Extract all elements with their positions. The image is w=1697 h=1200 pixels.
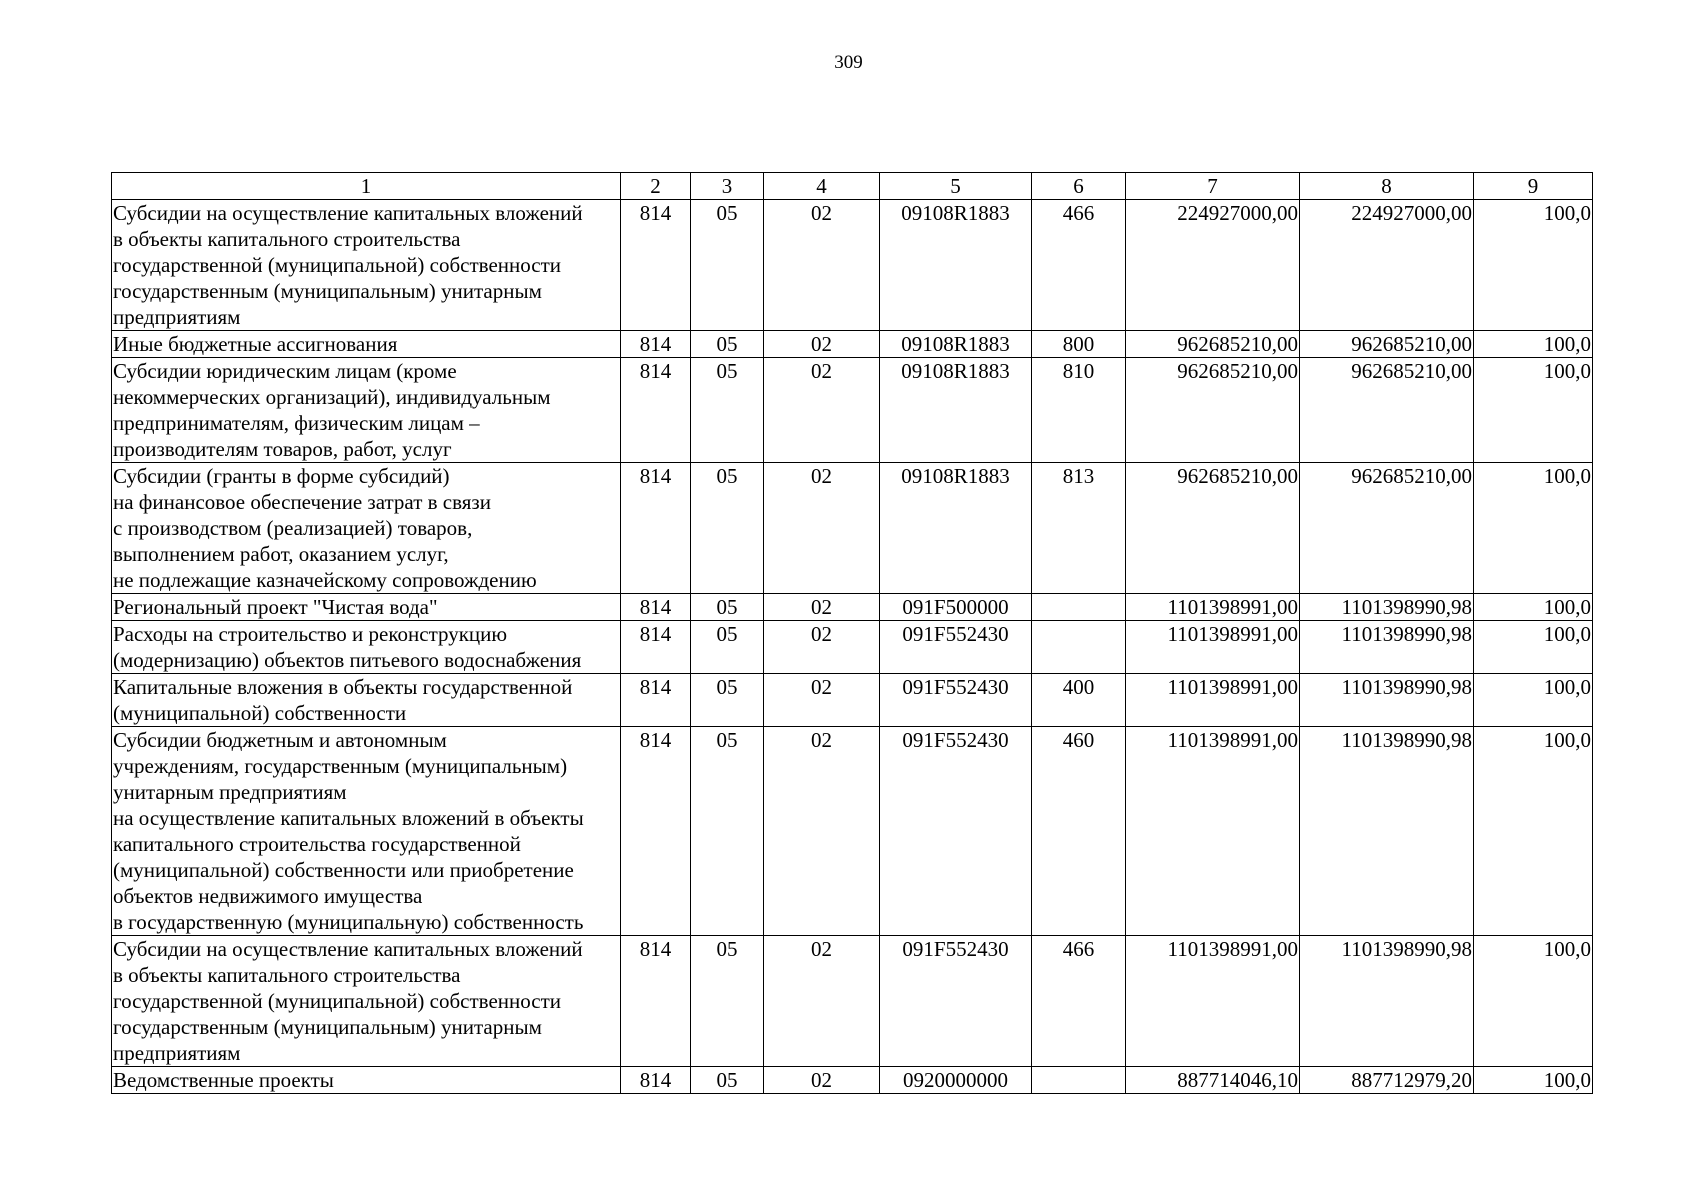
cell-col5: 09108R1883: [880, 463, 1032, 594]
cell-col9: 100,0: [1474, 1067, 1593, 1094]
column-header-2: 2: [621, 173, 691, 200]
cell-col2: 814: [621, 358, 691, 463]
page-number: 309: [834, 52, 863, 73]
cell-col6: [1032, 594, 1126, 621]
column-header-6: 6: [1032, 173, 1126, 200]
row-name: Капитальные вложения в объекты государственной (муниципальной) собственности: [112, 674, 621, 727]
cell-col7: 1101398991,00: [1126, 936, 1300, 1067]
cell-col9: 100,0: [1474, 936, 1593, 1067]
cell-col5: 0920000000: [880, 1067, 1032, 1094]
cell-col2: 814: [621, 727, 691, 936]
cell-col4: 02: [764, 674, 880, 727]
table-row: [112, 621, 1593, 674]
cell-col7: 1101398991,00: [1126, 621, 1300, 674]
cell-col3: 05: [691, 674, 764, 727]
table-row: [112, 331, 1593, 358]
cell-col4: 02: [764, 936, 880, 1067]
cell-col9: 100,0: [1474, 358, 1593, 463]
table-row: [112, 727, 1593, 936]
cell-col7: 962685210,00: [1126, 463, 1300, 594]
cell-col4: 02: [764, 594, 880, 621]
cell-col7: 962685210,00: [1126, 358, 1300, 463]
column-header-4: 4: [764, 173, 880, 200]
row-name: Субсидии на осуществление капитальных вложений в объекты капитального строительства государственной (муниципальной) собственности государственным (муниципальным) унитарным предприятиям: [112, 936, 621, 1067]
cell-col5: 091F552430: [880, 936, 1032, 1067]
cell-col5: 091F552430: [880, 727, 1032, 936]
table-row: [112, 358, 1593, 463]
row-name: Субсидии бюджетным и автономным учреждениям, государственным (муниципальным) унитарным предприятиям на осуществление капитальных вложений в объекты капитального строительства государственной (муниципальной) собственности или приобретение объектов недвижимого имущества в государственную (муниципальную) собственность: [112, 727, 621, 936]
cell-col5: 09108R1883: [880, 331, 1032, 358]
row-name: Субсидии (гранты в форме субсидий) на финансовое обеспечение затрат в связи с производством (реализацией) товаров, выполнением работ, оказанием услуг, не подлежащие казначейскому сопровождению: [112, 463, 621, 594]
cell-col7: 1101398991,00: [1126, 674, 1300, 727]
cell-col9: 100,0: [1474, 674, 1593, 727]
cell-col3: 05: [691, 200, 764, 331]
cell-col3: 05: [691, 331, 764, 358]
cell-col6: 460: [1032, 727, 1126, 936]
row-name: Субсидии на осуществление капитальных вложений в объекты капитального строительства государственной (муниципальной) собственности государственным (муниципальным) унитарным предприятиям: [112, 200, 621, 331]
cell-col4: 02: [764, 331, 880, 358]
column-header-3: 3: [691, 173, 764, 200]
cell-col8: 962685210,00: [1300, 463, 1474, 594]
cell-col5: 09108R1883: [880, 200, 1032, 331]
cell-col6: [1032, 621, 1126, 674]
cell-col4: 02: [764, 621, 880, 674]
cell-col2: 814: [621, 200, 691, 331]
cell-col6: 810: [1032, 358, 1126, 463]
cell-col9: 100,0: [1474, 727, 1593, 936]
cell-col7: 962685210,00: [1126, 331, 1300, 358]
cell-col9: 100,0: [1474, 621, 1593, 674]
cell-col3: 05: [691, 594, 764, 621]
column-header-9: 9: [1474, 173, 1593, 200]
cell-col9: 100,0: [1474, 594, 1593, 621]
cell-col3: 05: [691, 463, 764, 594]
table-row: [112, 936, 1593, 1067]
cell-col4: 02: [764, 727, 880, 936]
cell-col6: 466: [1032, 936, 1126, 1067]
cell-col2: 814: [621, 621, 691, 674]
cell-col6: 466: [1032, 200, 1126, 331]
table-row: [112, 1067, 1593, 1094]
cell-col6: 400: [1032, 674, 1126, 727]
cell-col3: 05: [691, 1067, 764, 1094]
cell-col8: 1101398990,98: [1300, 594, 1474, 621]
cell-col6: 800: [1032, 331, 1126, 358]
cell-col7: 1101398991,00: [1126, 727, 1300, 936]
row-name: Субсидии юридическим лицам (кроме некоммерческих организаций), индивидуальным предпринимателям, физическим лицам – производителям товаров, работ, услуг: [112, 358, 621, 463]
cell-col9: 100,0: [1474, 200, 1593, 331]
cell-col2: 814: [621, 1067, 691, 1094]
cell-col4: 02: [764, 200, 880, 331]
row-name: Региональный проект "Чистая вода": [112, 594, 621, 621]
cell-col3: 05: [691, 936, 764, 1067]
cell-col8: 962685210,00: [1300, 331, 1474, 358]
cell-col2: 814: [621, 463, 691, 594]
column-header-8: 8: [1300, 173, 1474, 200]
cell-col7: 887714046,10: [1126, 1067, 1300, 1094]
cell-col8: 1101398990,98: [1300, 727, 1474, 936]
table-row: [112, 594, 1593, 621]
column-header-1: 1: [112, 173, 621, 200]
row-name: Расходы на строительство и реконструкцию (модернизацию) объектов питьевого водоснабжения: [112, 621, 621, 674]
table-row: [112, 463, 1593, 594]
cell-col5: 091F500000: [880, 594, 1032, 621]
table-row: [112, 674, 1593, 727]
row-name: Иные бюджетные ассигнования: [112, 331, 621, 358]
cell-col5: 09108R1883: [880, 358, 1032, 463]
cell-col9: 100,0: [1474, 463, 1593, 594]
cell-col7: 224927000,00: [1126, 200, 1300, 331]
cell-col3: 05: [691, 621, 764, 674]
cell-col5: 091F552430: [880, 621, 1032, 674]
cell-col8: 1101398990,98: [1300, 936, 1474, 1067]
cell-col2: 814: [621, 331, 691, 358]
table-row: [112, 200, 1593, 331]
cell-col8: 1101398990,98: [1300, 674, 1474, 727]
cell-col3: 05: [691, 358, 764, 463]
cell-col4: 02: [764, 1067, 880, 1094]
cell-col6: [1032, 1067, 1126, 1094]
header-row: [112, 173, 1593, 200]
row-name: Ведомственные проекты: [112, 1067, 621, 1094]
cell-col9: 100,0: [1474, 331, 1593, 358]
cell-col5: 091F552430: [880, 674, 1032, 727]
budget-table: [111, 172, 1593, 1094]
cell-col8: 887712979,20: [1300, 1067, 1474, 1094]
cell-col2: 814: [621, 594, 691, 621]
cell-col7: 1101398991,00: [1126, 594, 1300, 621]
cell-col4: 02: [764, 358, 880, 463]
cell-col6: 813: [1032, 463, 1126, 594]
cell-col8: 1101398990,98: [1300, 621, 1474, 674]
cell-col8: 224927000,00: [1300, 200, 1474, 331]
cell-col3: 05: [691, 727, 764, 936]
column-header-7: 7: [1126, 173, 1300, 200]
column-header-5: 5: [880, 173, 1032, 200]
cell-col4: 02: [764, 463, 880, 594]
cell-col8: 962685210,00: [1300, 358, 1474, 463]
cell-col2: 814: [621, 674, 691, 727]
cell-col2: 814: [621, 936, 691, 1067]
